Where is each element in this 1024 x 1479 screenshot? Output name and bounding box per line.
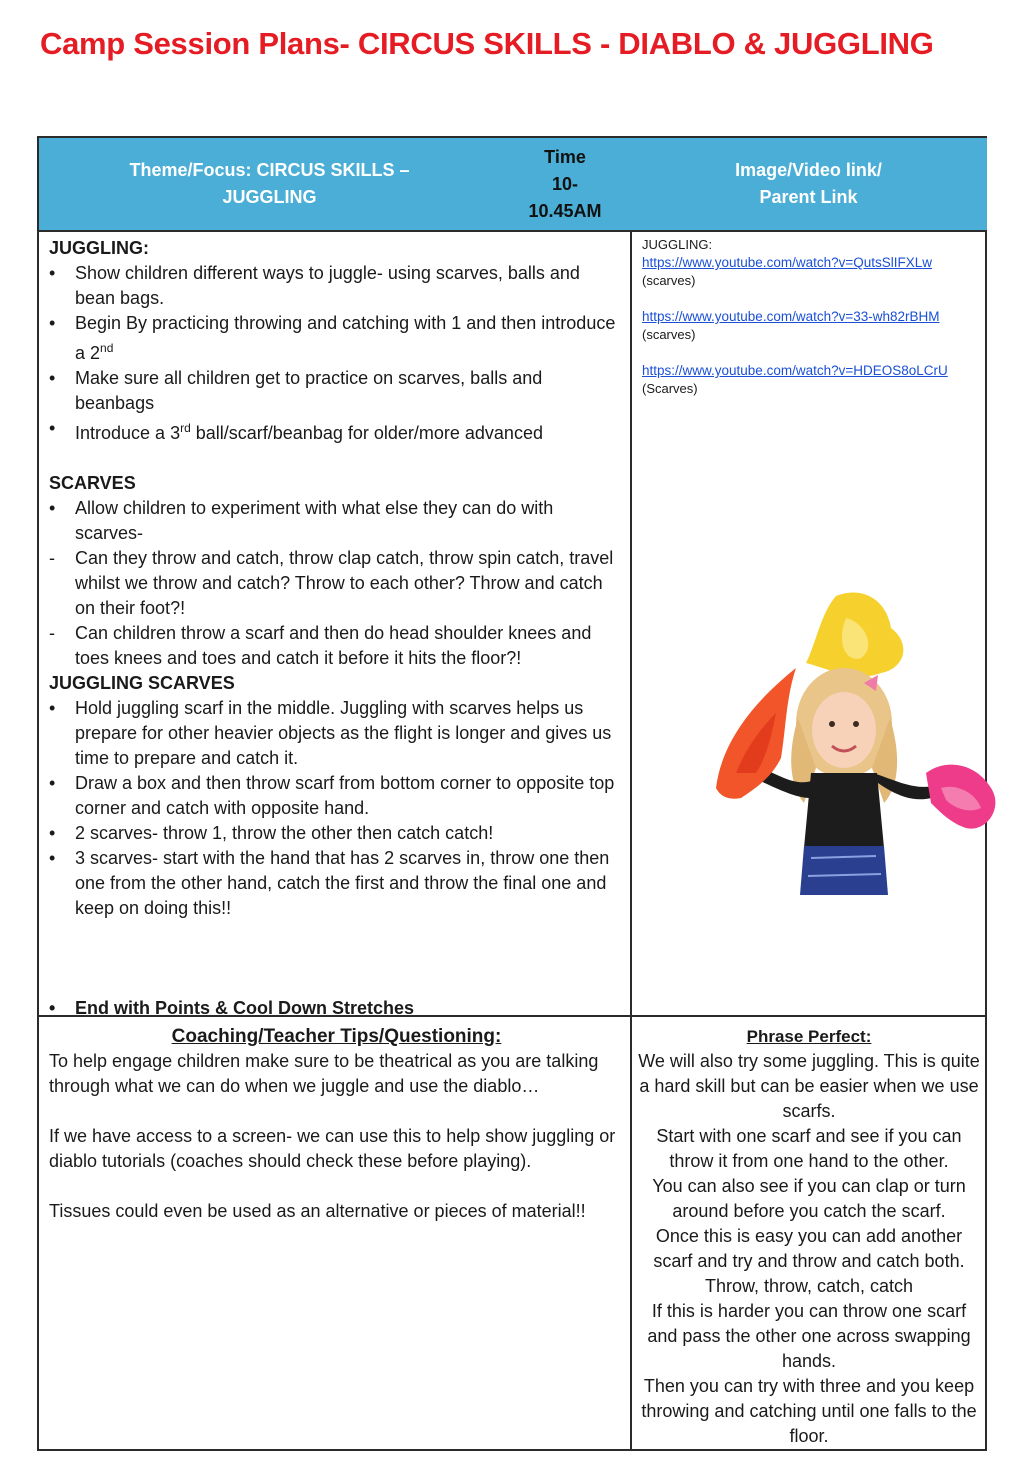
bullet-icon: •: [49, 823, 56, 843]
tips-paragraph-3: Tissues could even be used as an alternative or pieces of material!!: [49, 1201, 586, 1221]
dash-icon: -: [49, 548, 55, 568]
image-header-line-1: Image/Video link/: [735, 160, 882, 180]
time-start: 10-: [551, 173, 578, 194]
bullet-icon: •: [49, 998, 56, 1018]
dash-icon: -: [49, 623, 55, 643]
list-item: • 2 scarves- throw 1, throw the other then catch catch!: [49, 821, 624, 846]
video-link-3-note: (Scarves): [642, 381, 698, 396]
header-divider: [39, 230, 985, 232]
links-label: JUGGLING:: [642, 237, 713, 252]
juggling-heading: JUGGLING:: [49, 238, 150, 258]
activity-content: [49, 236, 624, 1021]
time-end: 10.45AM: [528, 200, 602, 221]
video-link-2[interactable]: https://www.youtube.com/watch?v=33-wh82rBHM: [642, 309, 940, 324]
bullet-icon: •: [49, 498, 56, 518]
coaching-tips: [49, 1024, 624, 1224]
list-item: • Begin By practicing throwing and catching with 1 and then introduce a 2nd: [49, 313, 616, 363]
tips-paragraph-1: To help engage children make sure to be theatrical as you are talking through what we can do when we juggle and use the diablo…: [49, 1051, 599, 1096]
list-item: • Make sure all children get to practice on scarves, balls and beanbags: [49, 368, 543, 413]
scarves-heading: SCARVES: [49, 473, 136, 493]
bullet-icon: •: [49, 773, 56, 793]
time-label: Time: [544, 146, 586, 167]
phrase-perfect: [636, 1024, 982, 1449]
scarves-list: [49, 496, 624, 671]
phrase-paragraph-3: You can also see if you can clap or turn around before you catch the scarf.: [652, 1176, 966, 1221]
list-item: - Can children throw a scarf and then do head shoulder knees and toes knees and toes and catch it before it hits the floor?!: [49, 623, 592, 668]
phrase-paragraph-5: Throw, throw, catch, catch: [704, 1276, 914, 1296]
end-list: [49, 996, 624, 1021]
list-item: - Can they throw and catch, throw clap catch, throw spin catch, travel whilst we throw and catch? Throw to each other? Throw and catch on their foot?!: [49, 548, 614, 618]
video-links: [642, 236, 982, 398]
phrase-heading: Phrase Perfect:: [746, 1027, 872, 1046]
bullet-icon: •: [49, 263, 56, 283]
bullet-icon: •: [49, 418, 56, 438]
list-item: • Show children different ways to juggle- using scarves, balls and bean bags.: [49, 263, 580, 308]
image-header-line-2: Parent Link: [759, 187, 858, 207]
bullet-icon: •: [49, 313, 56, 333]
list-item: • Introduce a 3rd ball/scarf/beanbag for older/more advanced: [49, 418, 543, 443]
page-title: Camp Session Plans- CIRCUS SKILLS - DIABLO & JUGGLING: [40, 26, 934, 61]
juggling-scarves-list: [49, 696, 624, 921]
juggling-scarves-heading: JUGGLING SCARVES: [49, 673, 235, 693]
session-plan-table: [37, 136, 987, 1451]
video-link-1[interactable]: https://www.youtube.com/watch?v=QutsSlIFXLw: [642, 255, 932, 270]
list-item: • Hold juggling scarf in the middle. Juggling with scarves helps us prepare for other heavier objects as the flight is longer and gives us time to prepare and catch it.: [49, 698, 612, 768]
bullet-icon: •: [49, 848, 56, 868]
phrase-paragraph-1: We will also try some juggling. This is quite a hard skill but can be easier when we use scarfs.: [638, 1051, 980, 1121]
juggling-list: [49, 261, 624, 446]
child-juggling-scarves-image: [686, 588, 1008, 895]
tips-paragraph-2: If we have access to a screen- we can use this to help show juggling or diablo tutorials (coaches should check these before playing).: [49, 1126, 616, 1171]
theme-line-1: Theme/Focus: CIRCUS SKILLS –: [129, 160, 410, 180]
theme-line-2: JUGGLING: [222, 187, 317, 207]
video-link-2-note: (scarves): [642, 327, 696, 342]
column-divider: [630, 230, 632, 1449]
bullet-icon: •: [49, 698, 56, 718]
video-link-3[interactable]: https://www.youtube.com/watch?v=HDEOS8oLCrU: [642, 363, 948, 378]
image-link-header-cell: [630, 138, 987, 230]
list-item: • 3 scarves- start with the hand that has 2 scarves in, throw one then one from the other hand, catch the first and throw the final one and keep on doing this!!: [49, 848, 610, 918]
bullet-icon: •: [49, 368, 56, 388]
tips-heading: Coaching/Teacher Tips/Questioning:: [171, 1026, 502, 1047]
phrase-paragraph-6: If this is harder you can throw one scarf and pass the other one across swapping hands.: [647, 1301, 971, 1371]
time-header-cell: [500, 138, 632, 230]
video-link-1-note: (scarves): [642, 273, 696, 288]
theme-header-cell: [39, 138, 502, 230]
list-item: • Draw a box and then throw scarf from bottom corner to opposite top corner and catch with opposite hand.: [49, 773, 615, 818]
phrase-paragraph-2: Start with one scarf and see if you can throw it from one hand to the other.: [656, 1126, 962, 1171]
phrase-paragraph-4: Once this is easy you can add another scarf and try and throw and catch both.: [653, 1226, 965, 1271]
phrase-paragraph-7: Then you can try with three and you keep throwing and catching until one falls to the floor.: [641, 1376, 977, 1446]
list-item: • End with Points & Cool Down Stretches: [49, 996, 624, 1021]
list-item: • Allow children to experiment with what else they can do with scarves-: [49, 498, 554, 543]
